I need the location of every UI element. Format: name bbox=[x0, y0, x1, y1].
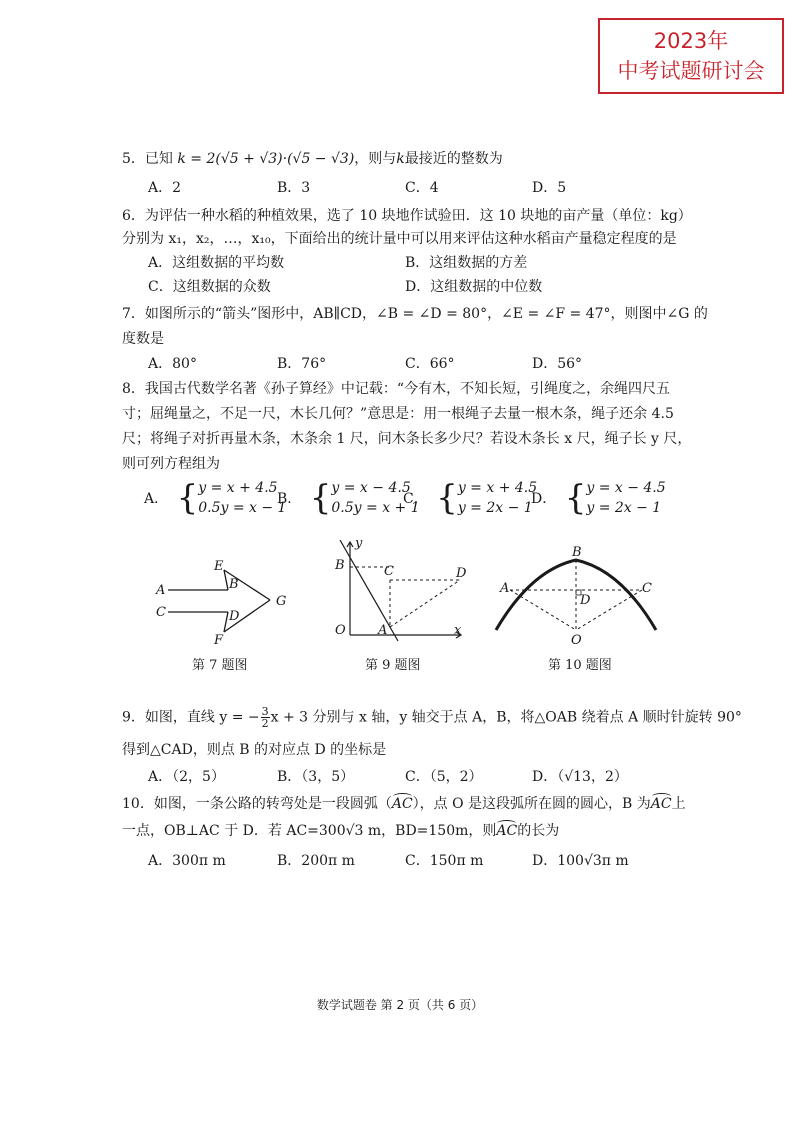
q10-option-d: D．100√3π m bbox=[532, 853, 629, 869]
fig9-label-d: D bbox=[456, 566, 467, 581]
q7-option-b: B．76° bbox=[277, 356, 327, 372]
fig9-label-c: C bbox=[384, 564, 394, 579]
q7-option-a: A．80° bbox=[148, 356, 197, 372]
question-5 bbox=[122, 148, 503, 168]
header-stamp bbox=[598, 18, 784, 94]
q5-k: k bbox=[177, 151, 186, 167]
q8-option-c: C． { y = x + 4.5 y = 2x − 1 bbox=[403, 478, 538, 518]
q10-option-a: A．300π m bbox=[148, 853, 226, 869]
q5-formula: 2(√5 + √3)·(√5 − √3) bbox=[206, 151, 355, 167]
q5-option-b: B．3 bbox=[277, 180, 311, 196]
q6-line-1: 6．为评估一种水稻的种植效果，选了 10 块地作试验田．这 10 块地的亩产量（单位：kg） bbox=[122, 208, 692, 224]
stamp-title: 中考试题研讨会 bbox=[617, 59, 765, 83]
q9-fraction: $\frac{3}{2}$ bbox=[261, 705, 269, 730]
stamp-year: 2023年 bbox=[653, 29, 729, 53]
figure-10-arc bbox=[486, 540, 666, 654]
page-footer: 数学试题卷 第 2 页（共 6 页） bbox=[316, 998, 484, 1012]
fig10-caption: 第 10 题图 bbox=[548, 658, 612, 673]
fig10-label-b: B bbox=[572, 545, 582, 560]
q8-option-b: B． { y = x − 4.5 0.5y = x + 1 bbox=[277, 478, 420, 518]
figure-7-arrow bbox=[150, 550, 300, 654]
fig10-label-c: C bbox=[642, 581, 652, 596]
q10-arc-2: AC bbox=[650, 796, 672, 812]
q9-option-d: D．（√13，2） bbox=[532, 769, 628, 785]
fig10-label-d: D bbox=[580, 593, 591, 608]
fig7-label-g: G bbox=[276, 594, 287, 609]
q5-option-a: A．2 bbox=[148, 180, 182, 196]
q7-line-1: 7．如图所示的“箭头”图形中，AB∥CD，∠B = ∠D = 80°，∠E = ∠F = 47°，则图中∠G 的 bbox=[122, 306, 708, 322]
fig7-label-b: B bbox=[229, 577, 239, 592]
q9-line-2: 得到△CAD，则点 B 的对应点 D 的坐标是 bbox=[122, 742, 387, 758]
fig9-label-a: A bbox=[378, 623, 388, 638]
q7-option-d: D．56° bbox=[532, 356, 583, 372]
fig10-label-o: O bbox=[571, 633, 582, 648]
q10-option-c: C．150π m bbox=[405, 853, 484, 869]
q5-prefix: 5．已知 bbox=[122, 151, 173, 167]
fig9-label-b: B bbox=[335, 558, 345, 573]
q10-option-b: B．200π m bbox=[277, 853, 355, 869]
q5-k2: k bbox=[396, 151, 405, 167]
q9-option-a: A．（2，5） bbox=[148, 769, 225, 785]
q10-line-2: 一点，OB⊥AC 于 D．若 AC=300√3 m，BD=150m，则AC的长为 bbox=[122, 823, 560, 839]
fig7-label-a: A bbox=[156, 583, 166, 598]
fig7-label-c: C bbox=[156, 605, 166, 620]
fig9-label-x: x bbox=[454, 623, 462, 638]
fig7-caption: 第 7 题图 bbox=[192, 658, 248, 673]
figure-9-coordinates bbox=[330, 535, 475, 654]
q8-line-4: 则可列方程组为 bbox=[122, 456, 220, 472]
q10-arc-1: AC bbox=[391, 796, 413, 812]
q8-line-1: 8．我国古代数学名著《孙子算经》中记载：“今有木，不知长短，引绳度之，余绳四尺五 bbox=[122, 381, 671, 397]
q7-option-c: C．66° bbox=[405, 356, 455, 372]
q8-option-a: A． { y = x + 4.5 0.5y = x − 1 bbox=[144, 478, 287, 518]
fig9-label-o: O bbox=[335, 623, 346, 638]
fig10-label-a: A bbox=[500, 581, 510, 596]
q8-line-3: 尺；将绳子对折再量木条，木条余 1 尺，问木条长多少尺？若设木条长 x 尺，绳子长 y 尺， bbox=[122, 431, 692, 447]
q9-option-c: C．（5，2） bbox=[405, 769, 483, 785]
fig9-caption: 第 9 题图 bbox=[365, 658, 421, 673]
fig9-label-y: y bbox=[355, 536, 363, 551]
q6-option-d: D．这组数据的中位数 bbox=[405, 279, 543, 295]
q7-line-2: 度数是 bbox=[122, 331, 164, 347]
fig7-label-e: E bbox=[214, 559, 224, 574]
q5-eq: = bbox=[185, 151, 207, 167]
q6-line-2: 分别为 x₁，x₂，…，x₁₀，下面给出的统计量中可以用来评估这种水稻亩产量稳定程度的是 bbox=[122, 231, 677, 247]
q6-option-a: A．这组数据的平均数 bbox=[148, 255, 285, 271]
q8-line-2: 寸；屈绳量之，不足一尺，木长几何？”意思是：用一根绳子去量一根木条，绳子还余 4.5 bbox=[122, 406, 674, 422]
q5-suffix2: 最接近的整数为 bbox=[404, 151, 503, 167]
q5-suffix: ，则与 bbox=[354, 151, 397, 167]
question-9 bbox=[122, 706, 742, 729]
q9-prefix: 9．如图，直线 y = − bbox=[122, 709, 260, 726]
q10-line-1: 10．如图，一条公路的转弯处是一段圆弧（AC），点 O 是这段弧所在圆的圆心，B 为AC上 bbox=[122, 796, 686, 812]
q5-option-d: D．5 bbox=[532, 180, 567, 196]
q9-suffix: x + 3 分别与 x 轴，y 轴交于点 A，B，将△OAB 绕着点 A 顺时针旋转 90° bbox=[270, 709, 742, 726]
q10-arc-3: AC bbox=[496, 823, 518, 839]
fig7-label-d: D bbox=[229, 609, 240, 624]
q9-option-b: B．（3，5） bbox=[277, 769, 355, 785]
q8-option-d: D． { y = x − 4.5 y = 2x − 1 bbox=[531, 478, 666, 518]
q6-option-c: C．这组数据的众数 bbox=[148, 279, 271, 295]
q6-option-b: B．这组数据的方差 bbox=[405, 255, 528, 271]
q5-option-c: C．4 bbox=[405, 180, 439, 196]
fig7-label-f: F bbox=[214, 633, 224, 648]
